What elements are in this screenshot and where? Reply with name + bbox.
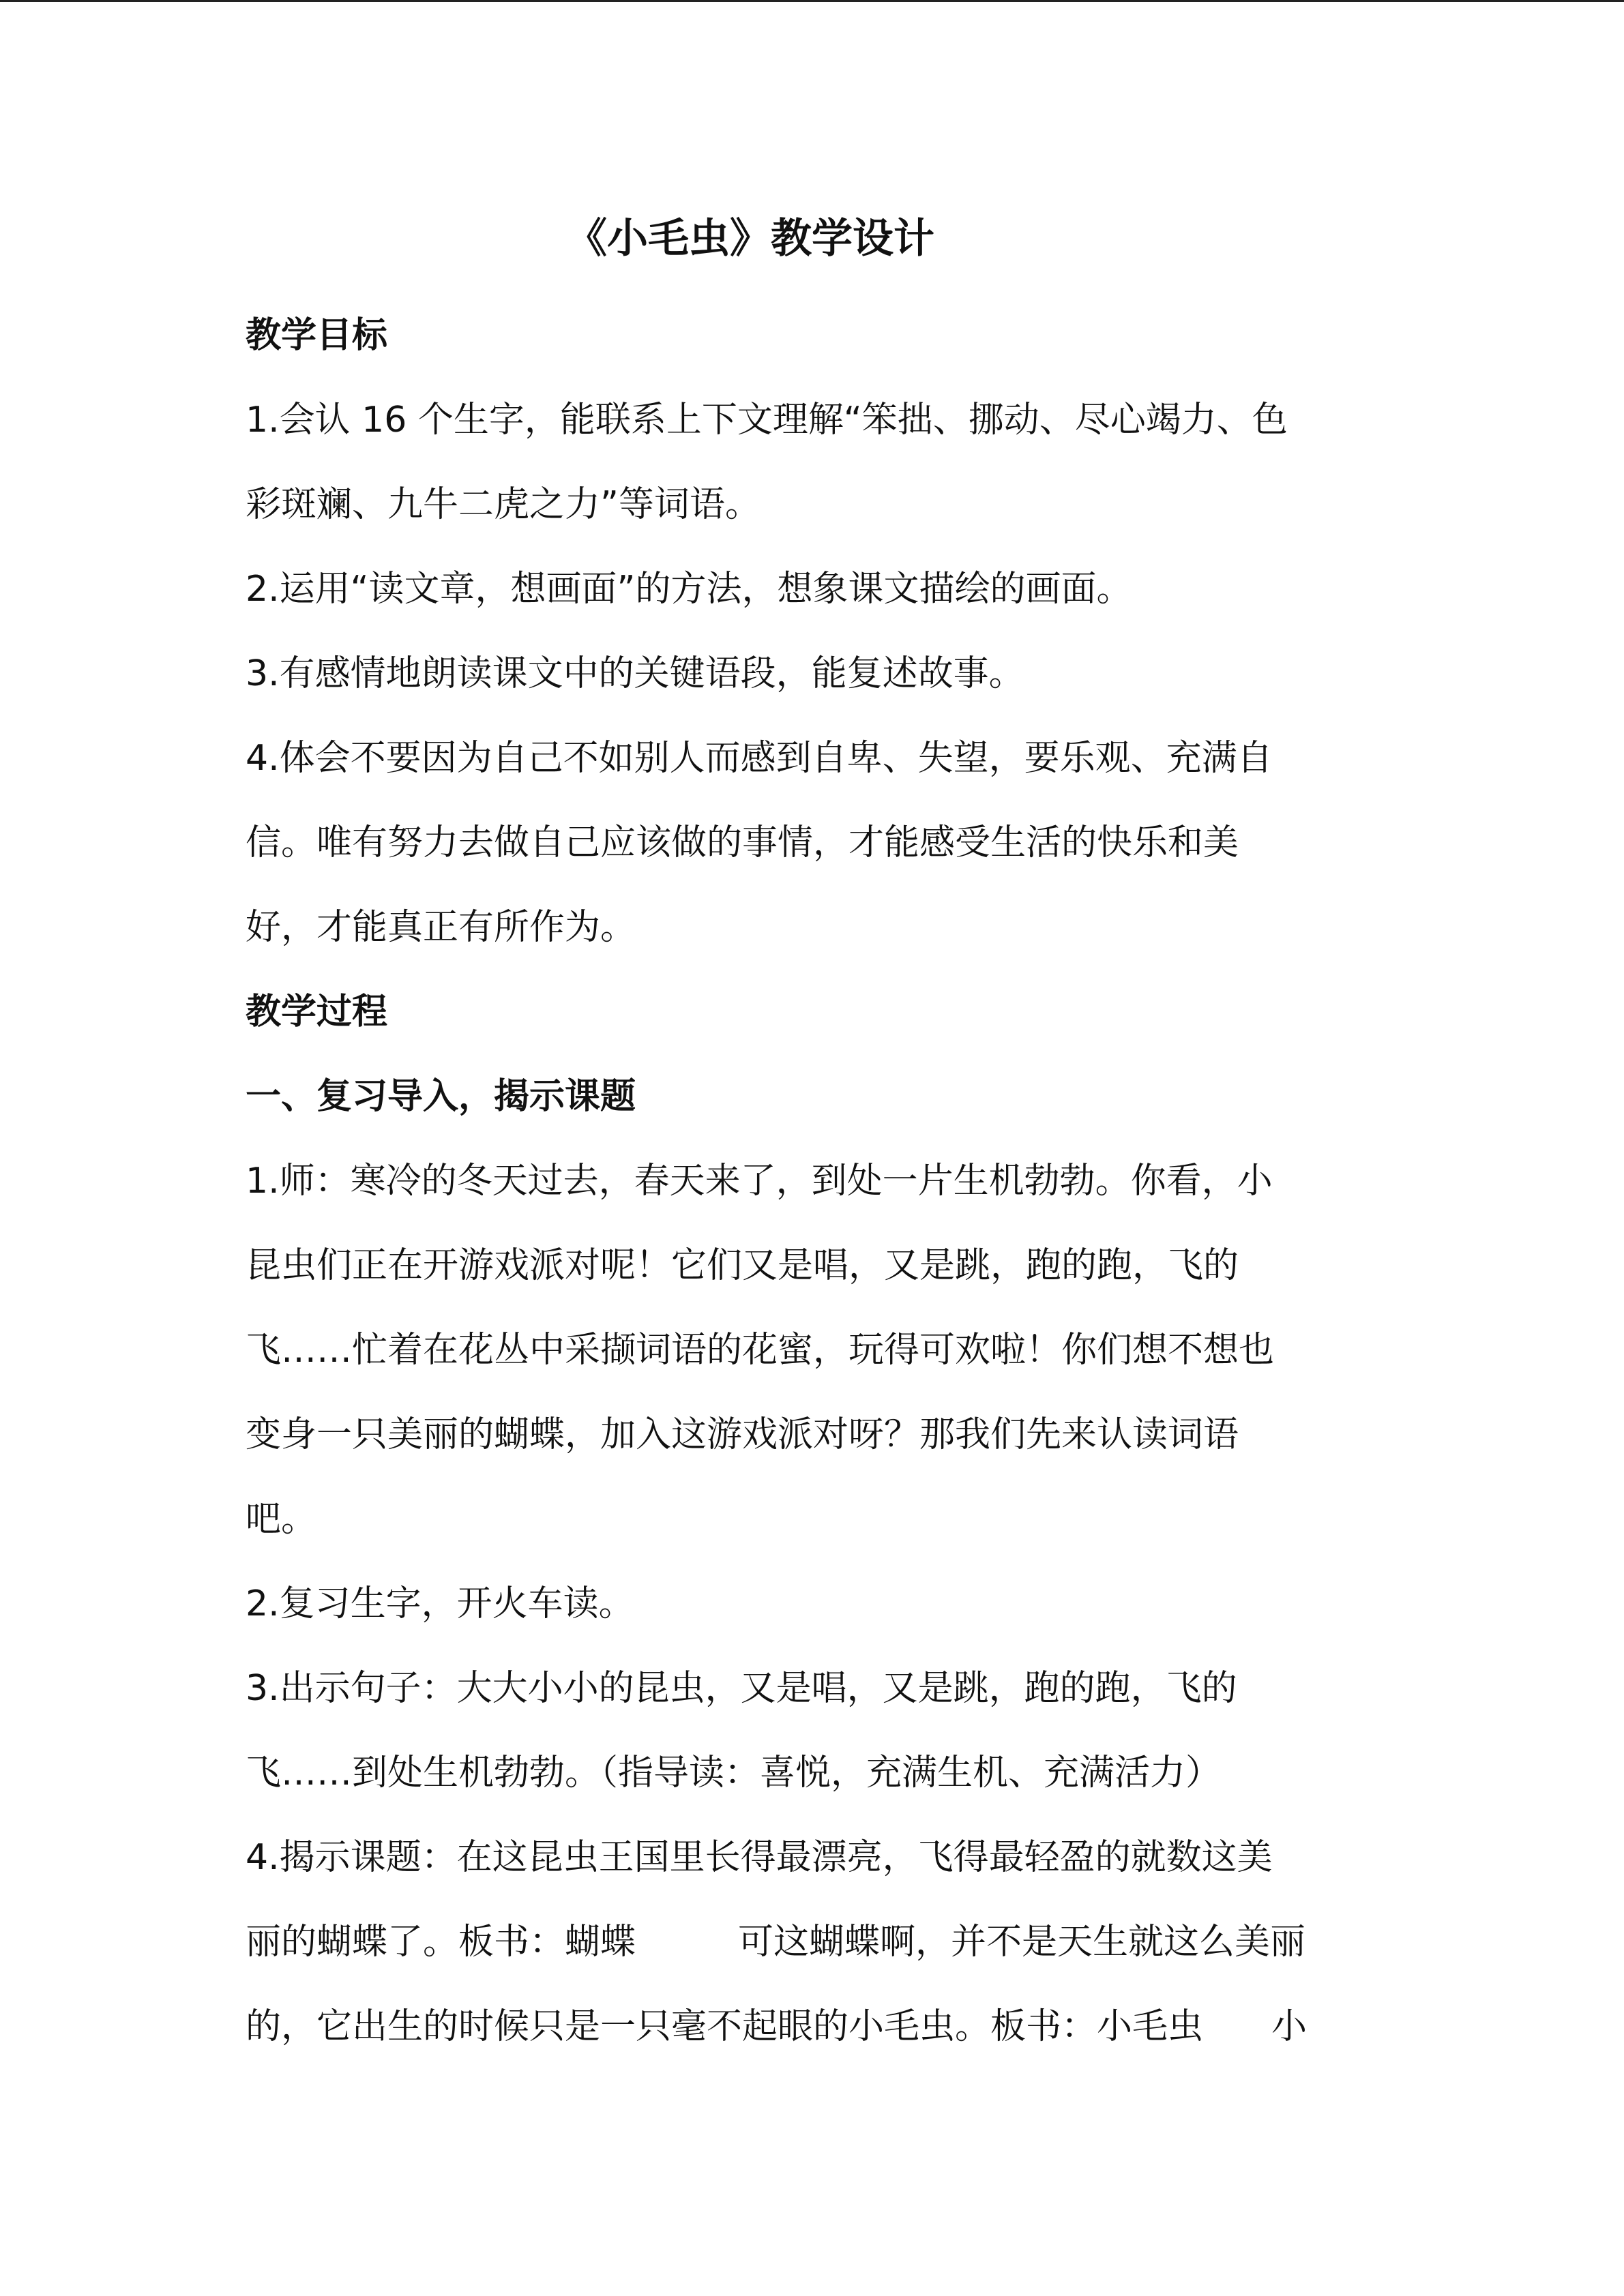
step-4-line-3-part-a: 的，它出生的时候只是一只毫不起眼的小毛虫。板书：小毛虫 [246, 2006, 1204, 2047]
step-1-line-5: 吧。 [246, 1499, 317, 1540]
step-4-line-2-part-a: 丽的蝴蝶了。板书：蝴蝶 [246, 1922, 636, 1963]
goal-4-line-1: 4.体会不要因为自己不如别人而感到自卑、失望，要乐观、充满自 [246, 738, 1273, 779]
step-2: 2.复习生字，开火车读。 [246, 1583, 634, 1624]
step-4-line-3 [246, 1984, 1391, 2069]
document-body [246, 293, 1391, 2069]
step-4-line-2 [246, 1900, 1391, 1984]
step-1-line-4: 变身一只美丽的蝴蝶，加入这游戏派对呀？那我们先来认读词语 [246, 1414, 1239, 1455]
goal-3: 3.有感情地朗读课文中的关键语段，能复述故事。 [246, 653, 1024, 694]
step-4-line-3-part-b: 小 [1271, 2006, 1308, 2047]
section-heading-teaching-goals: 教学目标 [246, 315, 388, 356]
goal-4-line-3: 好，才能真正有所作为。 [246, 907, 636, 948]
goal-4-line-2: 信。唯有努力去做自己应该做的事情，才能感受生活的快乐和美 [246, 822, 1239, 863]
step-4-line-2-part-b: 可这蝴蝶啊，并不是天生就这么美丽 [738, 1922, 1306, 1963]
goal-2: 2.运用“读文章，想画面”的方法，想象课文描绘的画面。 [246, 569, 1132, 610]
goal-1-line-2: 彩斑斓、九牛二虎之力”等词语。 [246, 484, 761, 525]
goal-1-line-1: 1.会认 16 个生字，能联系上下文理解“笨拙、挪动、尽心竭力、色 [246, 400, 1288, 441]
step-3-line-2: 飞……到处生机勃勃。（指导读：喜悦，充满生机、充满活力） [246, 1753, 1222, 1793]
section-heading-teaching-process: 教学过程 [246, 992, 388, 1032]
step-1-line-3: 飞……忙着在花丛中采撷词语的花蜜，玩得可欢啦！你们想不想也 [246, 1330, 1275, 1371]
step-1-line-2: 昆虫们正在开游戏派对呢！它们又是唱，又是跳，跑的跑，飞的 [246, 1245, 1239, 1286]
step-4-line-1: 4.揭示课题：在这昆虫王国里长得最漂亮，飞得最轻盈的就数这美 [246, 1837, 1273, 1878]
document-title: 《小毛虫》教学设计 [566, 215, 934, 263]
step-3-line-1: 3.出示句子：大大小小的昆虫，又是唱，又是跳，跑的跑，飞的 [246, 1668, 1237, 1709]
subsection-heading-review-intro: 一、复习导入，揭示课题 [246, 1076, 636, 1117]
top-border-line [0, 0, 1624, 2]
step-1-line-1: 1.师：寒冷的冬天过去，春天来了，到处一片生机勃勃。你看，小 [246, 1161, 1273, 1202]
